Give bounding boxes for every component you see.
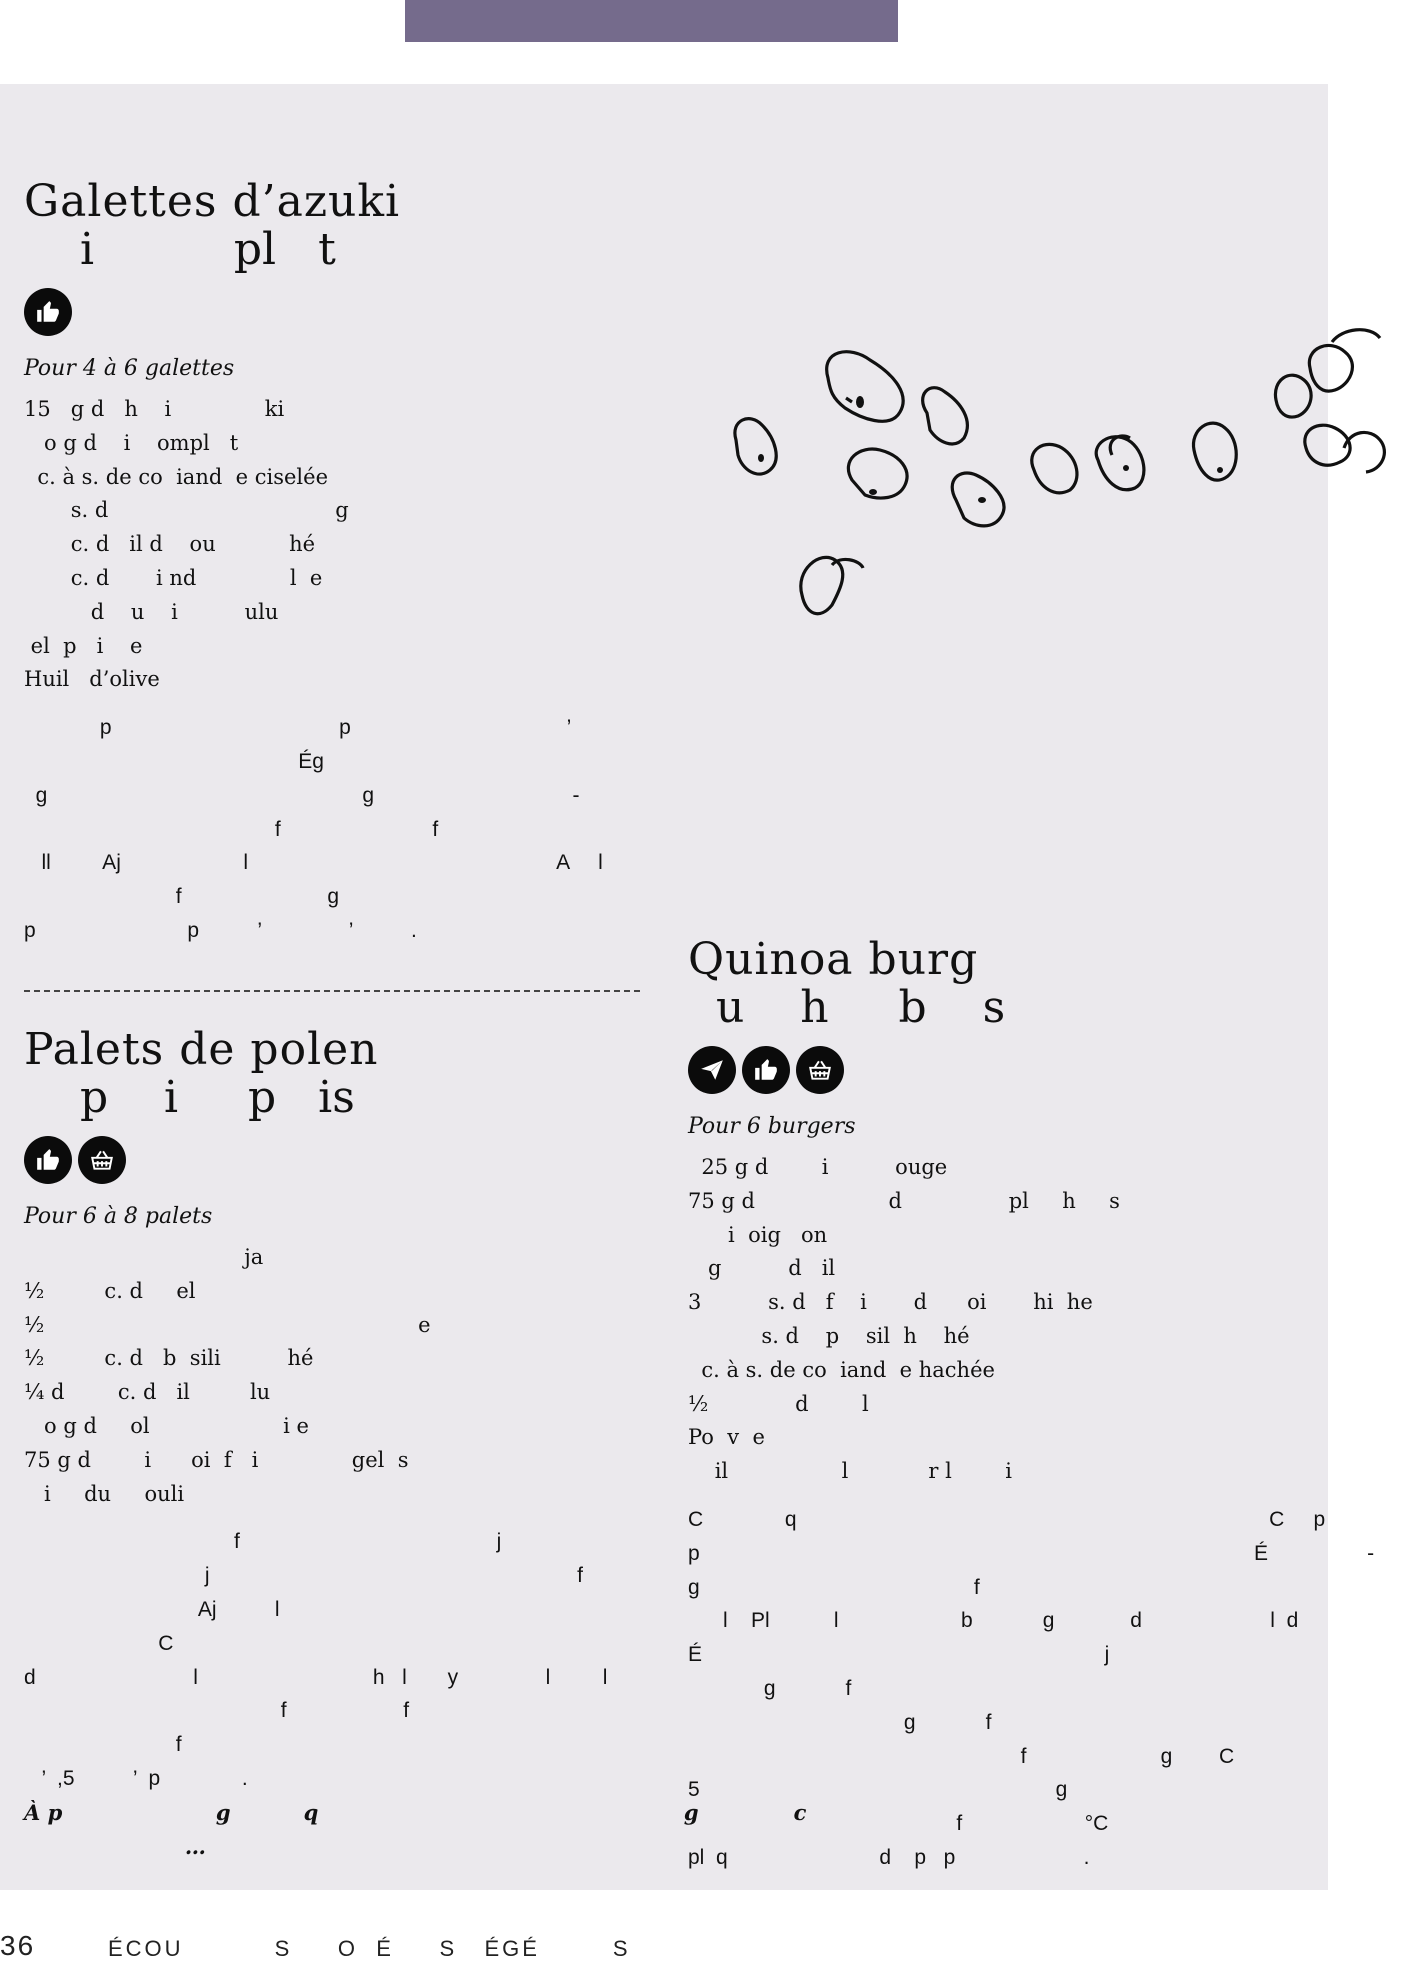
thumbs-up-icon [24, 288, 72, 336]
ingredient: d u i ulu [24, 599, 279, 624]
method-line: f f [24, 1699, 410, 1723]
section-divider [24, 990, 640, 992]
method-line: d l h l y l l [24, 1665, 608, 1689]
page-number: 36 [0, 1930, 36, 1961]
ingredient: ½ d l [688, 1391, 869, 1416]
ingredient: c. d i nd l e [24, 565, 323, 590]
method-line: 5 g [688, 1778, 1068, 1802]
recipe-title: Palets de polen [24, 1024, 379, 1075]
recipe-title: Quinoa burg [688, 934, 979, 985]
method-text [24, 1525, 640, 1795]
recipe-icons [24, 1136, 640, 1184]
method-line: É j [688, 1643, 1110, 1667]
recipe-subtitle: u h b s [688, 982, 1006, 1033]
basket-icon [78, 1136, 126, 1184]
method-line: p p ’ ’ . [24, 918, 417, 942]
recipe-icons [688, 1046, 1308, 1094]
recipe-tip-continued: … [24, 1833, 206, 1859]
ingredient: 75 g d d pl h s [688, 1188, 1120, 1213]
method-line: g f [688, 1710, 992, 1734]
thumbs-up-icon [742, 1046, 790, 1094]
recipe-icons [24, 288, 640, 336]
method-line: l Pl l b g d l d [688, 1609, 1299, 1633]
method-line: f f [24, 817, 439, 841]
ingredient: c. à s. de co iand e hachée [688, 1357, 995, 1382]
recipe-subtitle: p i p is [24, 1072, 355, 1123]
recipe-subtitle: i pl t [24, 224, 336, 275]
ingredient: ½ e [24, 1312, 431, 1337]
ingredient: il l r l i [688, 1459, 1012, 1484]
method-line: Aj l [24, 1597, 280, 1621]
ingredient: c. à s. de co iand e ciselée [24, 464, 328, 489]
recipe-galettes-azuki [24, 178, 640, 948]
method-line: f j [24, 1530, 502, 1554]
ingredient: g d il [688, 1256, 836, 1281]
ingredient: ½ c. d b sili hé [24, 1346, 314, 1371]
method-line: C q C p [688, 1507, 1326, 1531]
ingredient: ¼ d c. d il lu [24, 1380, 271, 1405]
ingredient-list [688, 1151, 1308, 1489]
ingredient: 3 s. d f i d oi hi he [688, 1290, 1093, 1315]
recipe-tip: À p g q g c [24, 1799, 807, 1825]
running-title: ÉCOU S O É S ÉGÉ S [108, 1936, 631, 1961]
header-color-bar [405, 0, 898, 42]
method-line: ’ ,5 ’ p . [24, 1766, 248, 1790]
method-line: f g C [688, 1744, 1235, 1768]
ingredient: i oig on [688, 1222, 828, 1247]
ingredient: el p i e [24, 633, 143, 658]
paper-plane-icon [688, 1046, 736, 1094]
ingredient: ½ c. d el [24, 1278, 196, 1303]
method-line: j f [24, 1564, 583, 1588]
ingredient: Po v e [688, 1425, 765, 1450]
method-text [688, 1503, 1375, 1875]
method-line: p p ’ [24, 716, 572, 740]
method-line: ll Aj l A l [24, 851, 603, 875]
method-line: f [24, 1733, 182, 1757]
azuki-beans-illustration [720, 320, 1420, 700]
thumbs-up-icon [24, 1136, 72, 1184]
ingredient: s. d g [24, 498, 349, 523]
recipe-quinoa-burger [688, 934, 1375, 1875]
method-line: g g - [24, 783, 580, 807]
ingredient-list [24, 1241, 640, 1511]
ingredient: ja [24, 1245, 264, 1269]
method-text [24, 711, 640, 948]
method-line: g f [688, 1676, 852, 1700]
ingredient: Huil d’olive [24, 667, 160, 692]
servings: Pour 6 burgers [688, 1114, 856, 1139]
method-line: pl q d p p . [688, 1845, 1090, 1869]
ingredient: c. d il d ou hé [24, 532, 316, 557]
ingredient: s. d p sil h hé [688, 1323, 970, 1348]
ingredient: i du ouli [24, 1481, 185, 1506]
servings: Pour 4 à 6 galettes [24, 356, 235, 381]
ingredient-list [24, 393, 640, 697]
recipe-title: Galettes d’azuki [24, 176, 401, 227]
method-line: f g [24, 885, 340, 909]
method-line: p É - [688, 1541, 1375, 1565]
basket-icon [796, 1046, 844, 1094]
ingredient: 15 g d h i ki [24, 397, 285, 421]
ingredient: 75 g d i oi f i gel s [24, 1447, 409, 1472]
ingredient: o g d i ompl t [24, 430, 239, 455]
ingredient: 25 g d i ouge [688, 1155, 948, 1179]
method-line: f °C [688, 1812, 1109, 1836]
method-line: g f [688, 1575, 980, 1599]
ingredient: o g d ol i e [24, 1413, 309, 1438]
method-line: Ég [24, 749, 324, 773]
method-line: C [24, 1631, 174, 1655]
servings: Pour 6 à 8 palets [24, 1204, 213, 1229]
page-footer [0, 1930, 1422, 1963]
